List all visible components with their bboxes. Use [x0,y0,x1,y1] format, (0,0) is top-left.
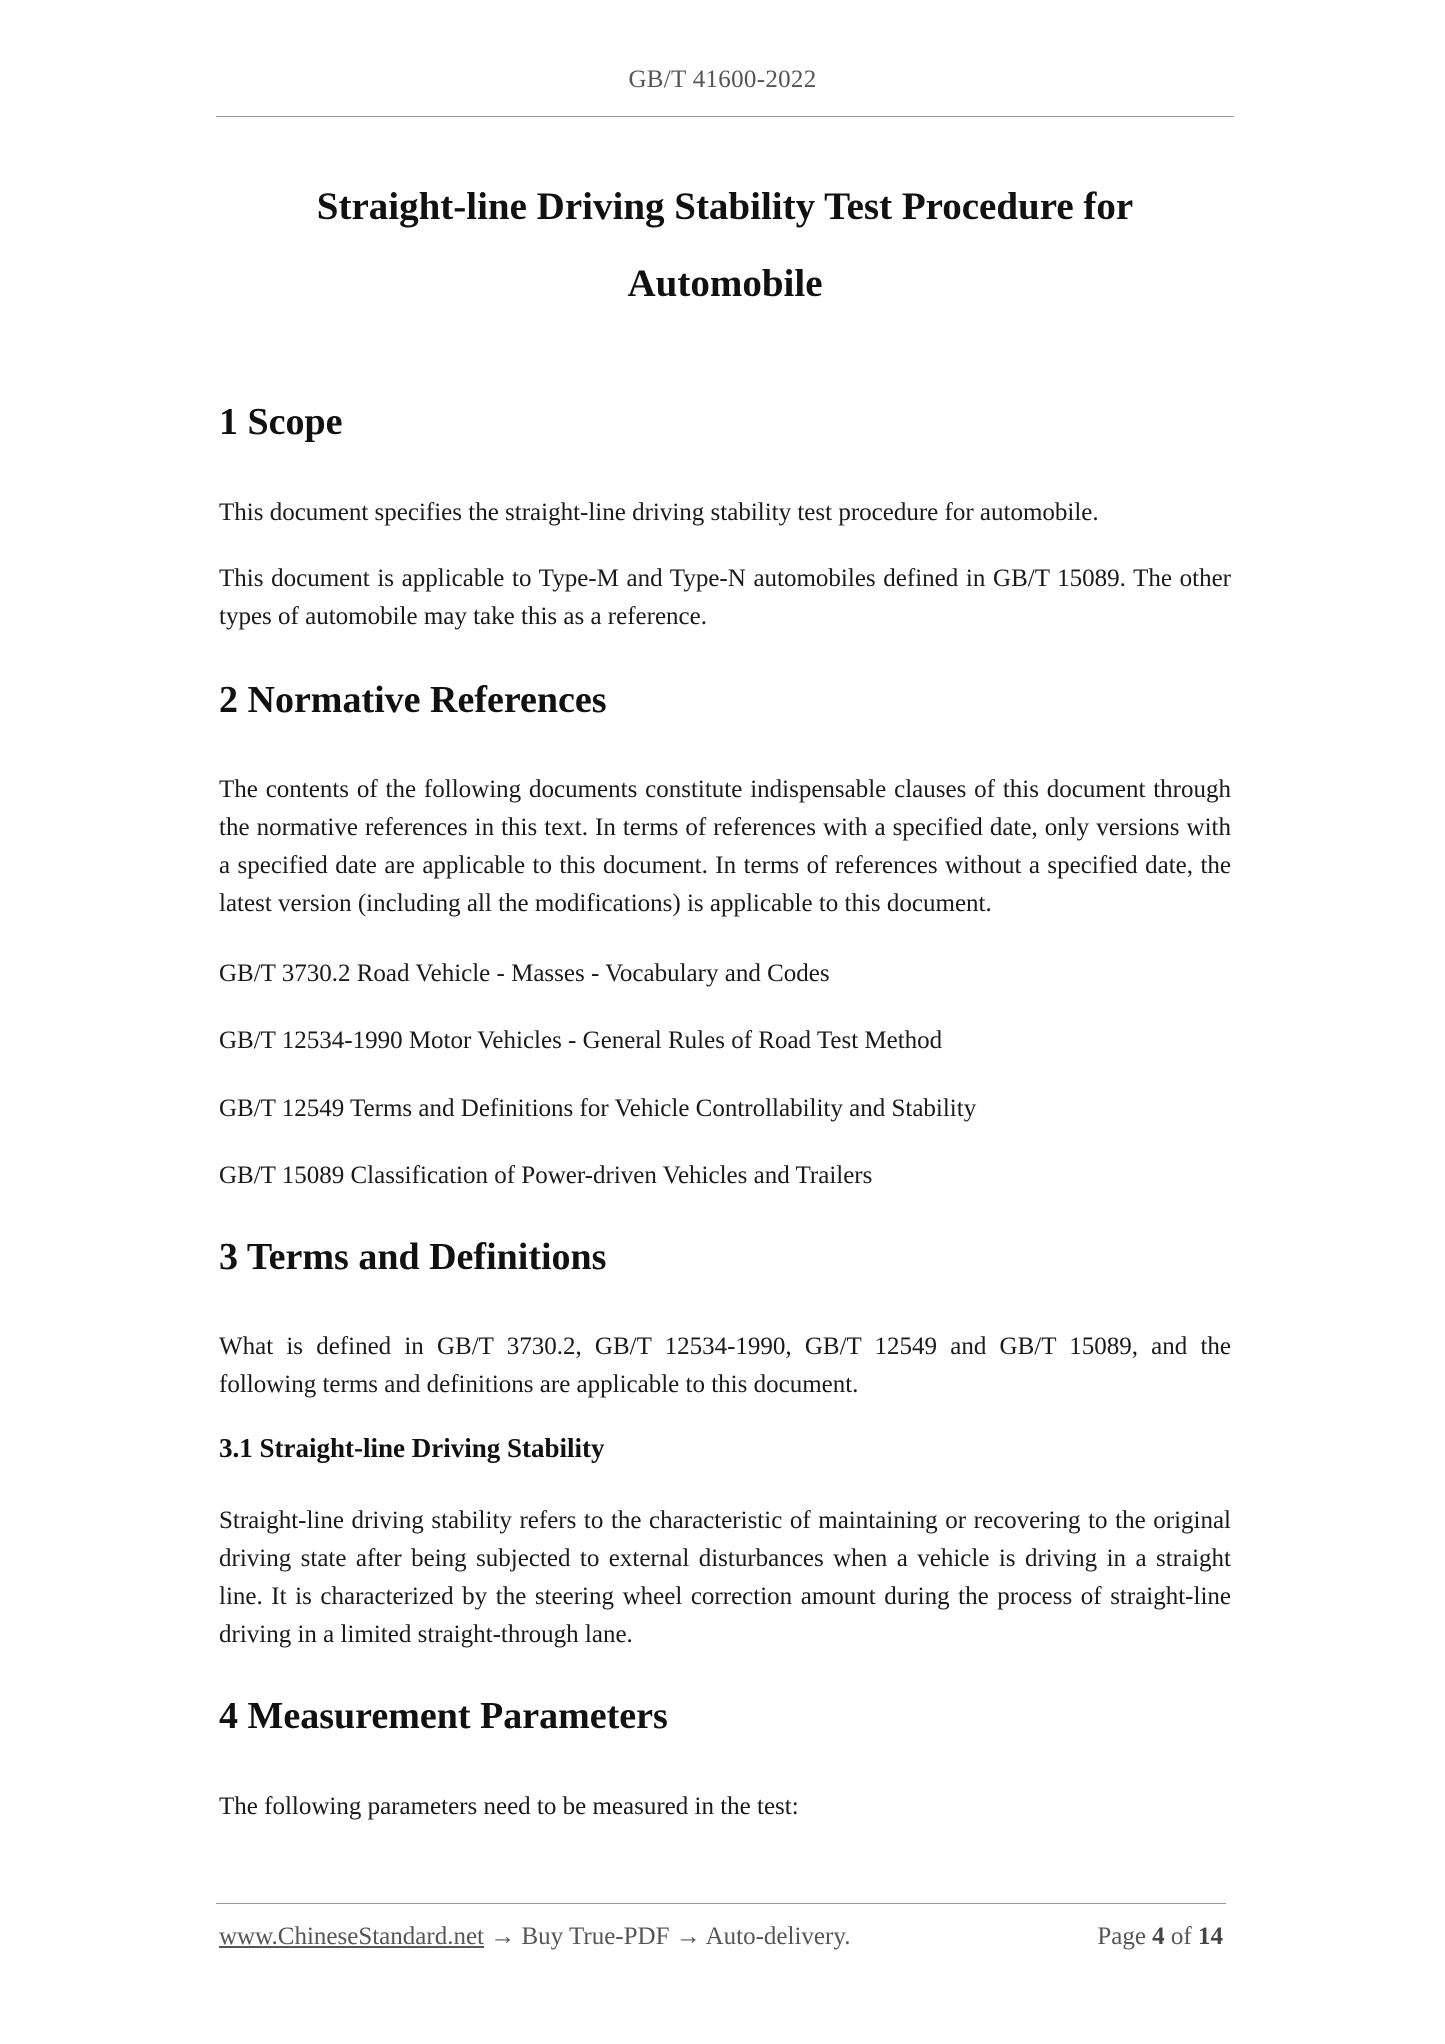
subsection-heading-straight-line-stability: 3.1 Straight-line Driving Stability [219,1433,605,1463]
footer-divider [216,1903,1226,1904]
section-heading-measurement-parameters: 4 Measurement Parameters [219,1695,668,1737]
section-heading-terms-definitions: 3 Terms and Definitions [219,1236,607,1278]
reference-item: GB/T 3730.2 Road Vehicle - Masses - Vocabulary and Codes [219,960,830,987]
arrow-right-icon: → [675,1923,701,1950]
document-title [216,168,1234,322]
header-doc-code: GB/T 41600-2022 [628,66,817,93]
reference-item: GB/T 12549 Terms and Definitions for Vehicle Controllability and Stability [219,1095,977,1122]
measurement-paragraph-1: The following parameters need to be measured in the test: [219,1793,799,1820]
straight-line-stability-paragraph: Straight-line driving stability refers to the characteristic of maintaining or recovering to the original driving state after being subjected to external disturbances when a vehicle is driving in a straight line. It is characterized by the steering wheel correction amount during the process of straight-line driving in a limited straight-through lane. [219,1507,1231,1648]
footer-promo [219,1923,850,1951]
arrow-right-icon: → [490,1923,516,1950]
section-heading-normative-references: 2 Normative References [219,679,607,721]
page-total: 14 [1198,1923,1223,1950]
document-title-line-2: Automobile [627,262,823,305]
reference-item: GB/T 12534-1990 Motor Vehicles - General Rules of Road Test Method [219,1027,943,1054]
section-heading-scope: 1 Scope [219,401,343,443]
scope-paragraph-2: This document is applicable to Type-M and Type-N automobiles defined in GB/T 15089. The other types of automobile may take this as a reference. [219,565,1231,630]
site-link[interactable]: www.ChineseStandard.net [219,1923,484,1950]
document-title-line-1: Straight-line Driving Stability Test Procedure for [316,185,1134,228]
of-label: of [1170,1923,1192,1950]
reference-item: GB/T 15089 Classification of Power-driven Vehicles and Trailers [219,1162,873,1189]
page-counter [1097,1923,1223,1951]
page-label: Page [1097,1923,1146,1950]
scope-paragraph-1: This document specifies the straight-line driving stability test procedure for automobile. [219,499,1099,526]
buy-true-pdf-text: Buy True-PDF [521,1923,670,1950]
auto-delivery-text: Auto-delivery. [705,1923,851,1950]
header-divider [216,116,1234,117]
normative-paragraph-1: The contents of the following documents constitute indispensable clauses of this document through the normative references in this text. In terms of references with a specified date, only versions with a specified date are applicable to this document. In terms of references without a specified date, the latest version (including all the modifications) is applicable to this document. [219,776,1231,917]
terms-paragraph-1: What is defined in GB/T 3730.2, GB/T 12534-1990, GB/T 12549 and GB/T 15089, and the following terms and definitions are applicable to this document. [219,1333,1231,1398]
page-current: 4 [1152,1923,1165,1950]
